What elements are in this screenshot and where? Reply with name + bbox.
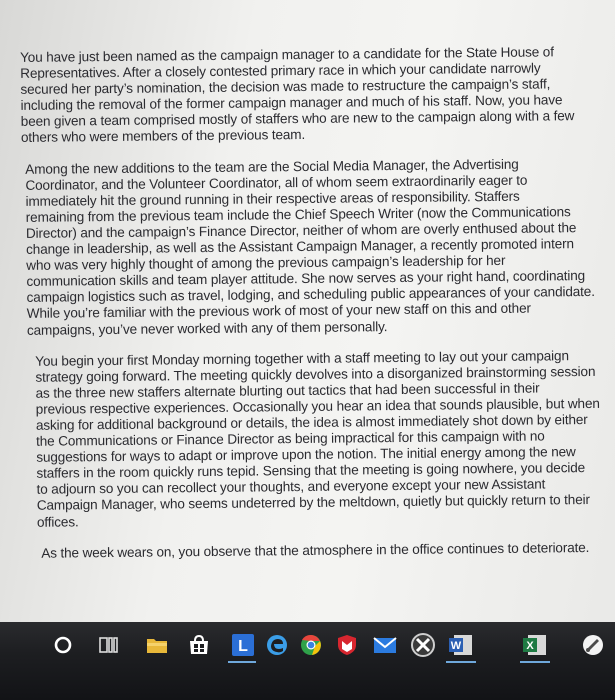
edge-browser-icon[interactable] — [264, 632, 290, 658]
search-circle-icon[interactable] — [50, 632, 76, 658]
file-explorer-icon[interactable] — [144, 632, 170, 658]
active-app-indicator — [520, 661, 550, 663]
svg-text:X: X — [526, 640, 534, 652]
xbox-icon[interactable] — [410, 632, 436, 658]
excel-icon[interactable] — [522, 632, 548, 658]
launcher-l-icon[interactable] — [230, 632, 256, 658]
svg-text:L: L — [238, 638, 248, 655]
paint-icon[interactable] — [580, 632, 606, 658]
mail-icon[interactable] — [372, 632, 398, 658]
store-icon[interactable] — [186, 632, 212, 658]
paragraph-2: Among the new additions to the team are the Social Media Manager, the Advertising Coordinator, and the Volunteer Coordinator, all of whom seem extraordinarily eager to immediately hit the ground running in their respective areas of responsibility. Staffers remaining from the previous team include the Chief Speech Writer (now the Communications Director) and the campaign’s Finance Director, neither of whom are overly enthused about the change in leadership, as well as the Assistant Campaign Manager, a recently promoted intern who was very highly thought of among the previous campaign’s leadership for her communication skills and team player attitude. She now serves as your right hand, coordinating campaign logistics such as travel, lodging, and scheduling public appearances of your candidate. While you’re familiar with the previous work of most of your new staff on this and other campaigns, you’ve never worked with any of them personally. — [25, 156, 595, 338]
svg-text:W: W — [450, 640, 462, 652]
mcafee-icon[interactable] — [334, 632, 360, 658]
paragraph-1: You have just been named as the campaign manager to a candidate for the State House of Representatives. After a closely contested primary race in which your candidate narrowly secured her party’s nomination, the decision was made to restructure the campaign’s staff, including the removal of the former campaign manager and much of his staff. Now, you have been given a team comprised mostly of staffers who are new to the campaign along with a few others who were members of the previous team. — [19, 44, 575, 146]
active-app-indicator — [228, 661, 256, 663]
task-view-icon[interactable] — [96, 632, 122, 658]
document-text — [14, 44, 615, 577]
paragraph-3: You begin your first Monday morning together with a staff meeting to lay out your campaign strategy going forward. The meeting quickly devolves into a disorganized brainstorming session as the three new staffers alternate blurting out tactics that had been successful in their previous respective experiences. Occasionally you hear an idea that sounds plausible, but when asking for additional background or details, the idea is almost immediately shot down by either the Communications or Finance Director as being impractical for this campaign with no suggestions for ways to adapt or improve upon the notion. The initial energy among the new staffers in the room quickly runs tepid. Sensing that the meeting is going nowhere, you decide to adjourn so you can recollect your thoughts, and everyone except your new Assistant Campaign Manager, who seems undeterred by the meltdown, quietly but quickly return to their offices. — [35, 347, 600, 530]
chrome-browser-icon[interactable] — [298, 632, 324, 658]
active-app-indicator — [446, 661, 476, 663]
word-icon[interactable] — [448, 632, 474, 658]
taskbar — [0, 622, 615, 700]
paragraph-4: As the week wears on, you observe that the atmosphere in the office continues to deteriorate. — [41, 539, 590, 561]
